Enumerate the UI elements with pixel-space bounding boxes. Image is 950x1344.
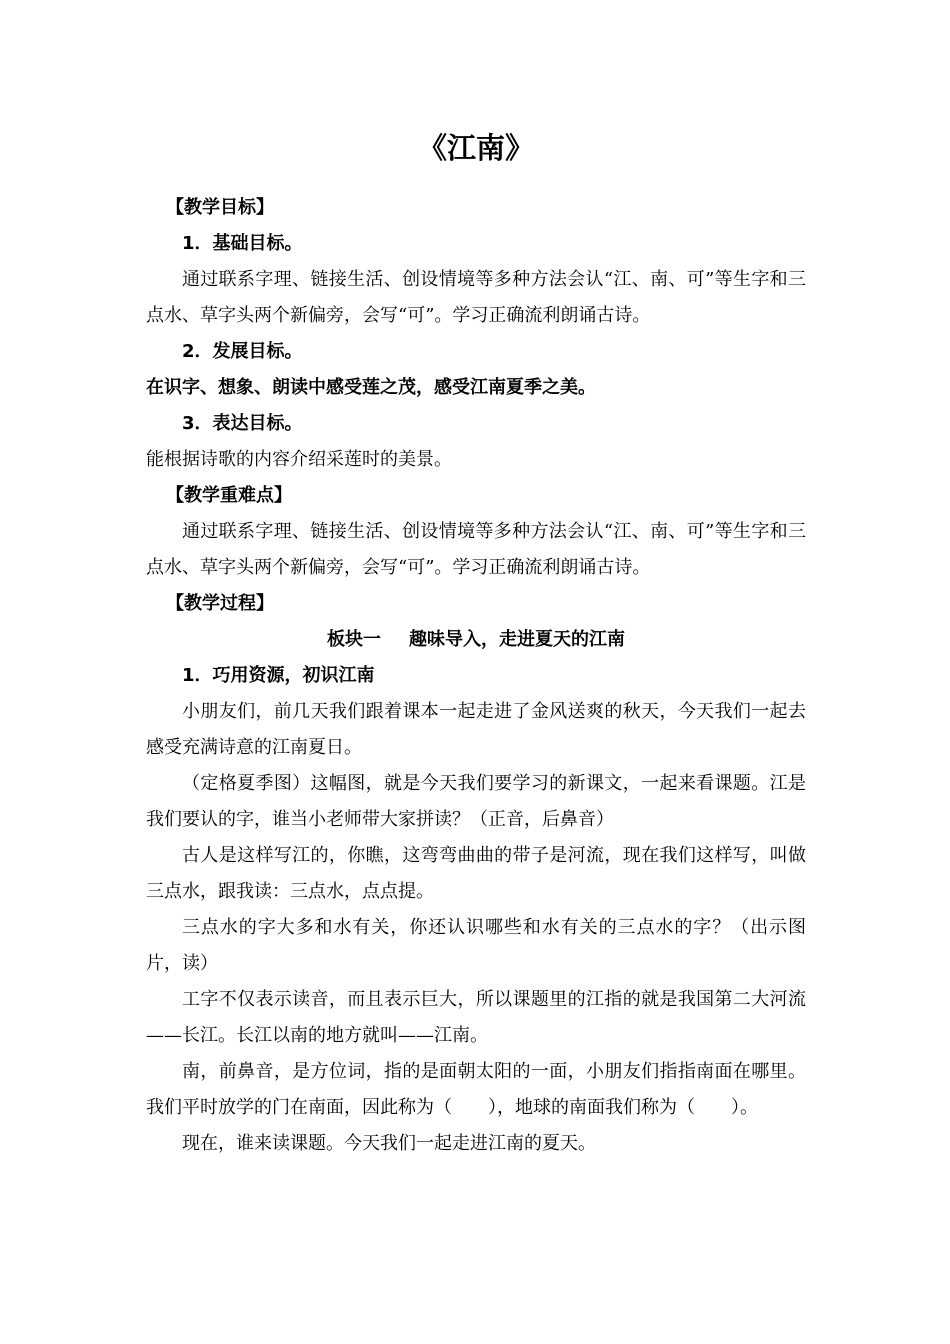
block-label: 板块一 [327,629,381,650]
objective-2-title: 2．发展目标。 [182,341,303,362]
heading-key-points: 【教学重难点】 [166,485,292,506]
paragraph-5: 工字不仅表示读音，而且表示巨大，所以课题里的江指的就是我国第二大河流——长江。长江以南的地方就叫——江南。 [146,989,806,1046]
paragraph-7: 现在，谁来读课题。今天我们一起走进江南的夏天。 [182,1133,596,1154]
paragraph-2: （定格夏季图）这幅图，就是今天我们要学习的新课文，一起来看课题。江是我们要认的字，谁当小老师带大家拼读？（正音，后鼻音） [146,773,806,830]
paragraph-1: 小朋友们，前几天我们跟着课本一起走进了金风送爽的秋天，今天我们一起去感受充满诗意的江南夏日。 [146,701,806,758]
step-1-title: 1．巧用资源，初识江南 [182,665,375,686]
heading-objectives: 【教学目标】 [166,197,274,218]
paragraph-3: 古人是这样写江的，你瞧，这弯弯曲曲的带子是河流，现在我们这样写，叫做三点水，跟我读：三点水，点点提。 [146,845,806,902]
objective-3-title: 3．表达目标。 [182,413,303,434]
block-one-heading [146,622,806,658]
objective-3-text: 能根据诗歌的内容介绍采莲时的美景。 [146,449,452,470]
paragraph-6: 南，前鼻音，是方位词，指的是面朝太阳的一面，小朋友们指指南面在哪里。我们平时放学的门在南面，因此称为（ ），地球的南面我们称为（ ）。 [146,1061,806,1118]
key-points-text: 通过联系字理、链接生活、创设情境等多种方法会认“江、南、可”等生字和三点水、草字头两个新偏旁，会写“可”。学习正确流利朗诵古诗。 [146,521,806,578]
document-title: 《江南》 [417,131,534,165]
document-body [146,128,806,1162]
objective-2-text: 在识字、想象、朗读中感受莲之茂，感受江南夏季之美。 [146,377,596,398]
block-title: 趣味导入，走进夏天的江南 [409,629,625,650]
objective-1-text: 通过联系字理、链接生活、创设情境等多种方法会认“江、南、可”等生字和三点水、草字头两个新偏旁，会写“可”。学习正确流利朗诵古诗。 [146,269,806,326]
objective-1-title: 1．基础目标。 [182,233,303,254]
paragraph-4: 三点水的字大多和水有关，你还认识哪些和水有关的三点水的字？（出示图片，读） [146,917,806,974]
heading-process: 【教学过程】 [166,593,274,614]
